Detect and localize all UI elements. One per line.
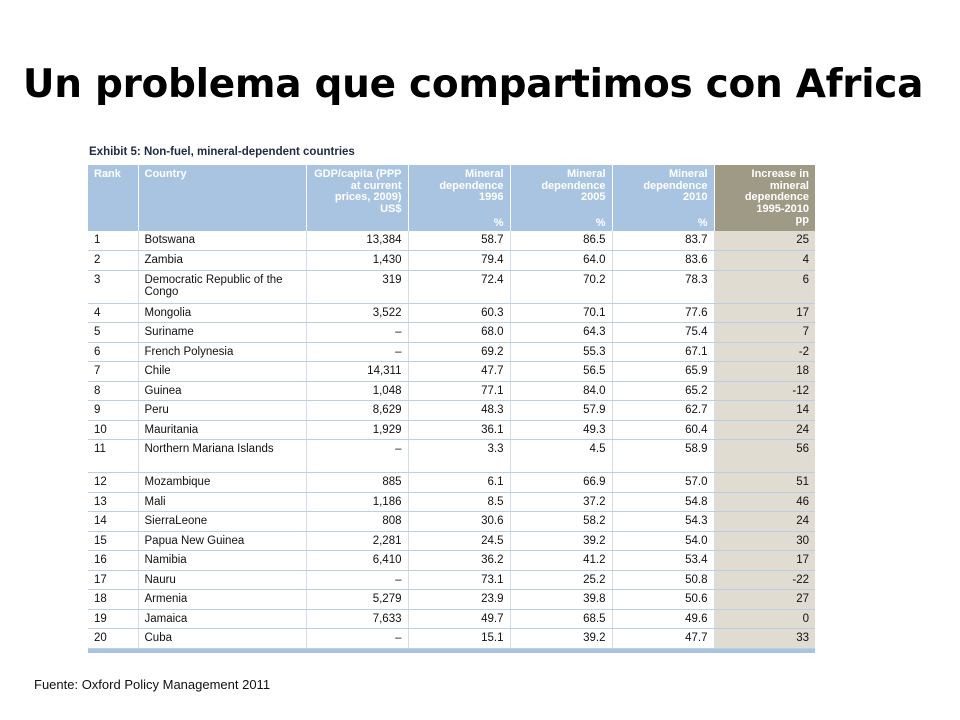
cell-country: Suriname [138, 323, 306, 343]
exhibit-title: Exhibit 5: Non-fuel, mineral-dependent countries [89, 146, 355, 158]
table-row [88, 362, 815, 382]
cell-dependence-2005: 39.8 [510, 590, 612, 610]
table-row [88, 342, 815, 362]
cell-rank: 6 [88, 342, 138, 362]
cell-dependence-1996: 72.4 [408, 270, 510, 303]
table-row [88, 381, 815, 401]
table-header-row [88, 165, 815, 231]
cell-dependence-1996: 15.1 [408, 629, 510, 649]
cell-gdp: 8,629 [306, 401, 408, 421]
cell-country: Chile [138, 362, 306, 382]
cell-rank: 19 [88, 609, 138, 629]
cell-country: Armenia [138, 590, 306, 610]
header-gdp-capita: GDP/capita (PPP at current prices, 2009) US$ [306, 165, 408, 231]
cell-dependence-1996: 36.2 [408, 551, 510, 571]
cell-dependence-2010: 54.8 [612, 492, 714, 512]
cell-country: Jamaica [138, 609, 306, 629]
cell-dependence-2010: 67.1 [612, 342, 714, 362]
cell-gdp: 1,048 [306, 381, 408, 401]
cell-gdp: 6,410 [306, 551, 408, 571]
cell-rank: 20 [88, 629, 138, 649]
table-row [88, 270, 815, 303]
table-row [88, 512, 815, 532]
data-table-container [88, 165, 815, 653]
cell-gdp: 1,929 [306, 420, 408, 440]
cell-dependence-2005: 25.2 [510, 570, 612, 590]
source-note: Fuente: Oxford Policy Management 2011 [34, 677, 271, 692]
table-row [88, 303, 815, 323]
cell-increase: -2 [714, 342, 815, 362]
cell-dependence-2010: 83.7 [612, 231, 714, 251]
cell-gdp: – [306, 570, 408, 590]
cell-dependence-2010: 65.9 [612, 362, 714, 382]
cell-gdp: – [306, 342, 408, 362]
cell-gdp: 885 [306, 473, 408, 493]
cell-increase: 4 [714, 251, 815, 271]
cell-rank: 2 [88, 251, 138, 271]
cell-dependence-1996: 48.3 [408, 401, 510, 421]
cell-country: Mozambique [138, 473, 306, 493]
cell-rank: 8 [88, 381, 138, 401]
table-row [88, 420, 815, 440]
cell-dependence-1996: 58.7 [408, 231, 510, 251]
cell-dependence-1996: 30.6 [408, 512, 510, 532]
cell-gdp: 319 [306, 270, 408, 303]
cell-dependence-2005: 68.5 [510, 609, 612, 629]
header-dependence-2005: Mineral dependence 2005 % [510, 165, 612, 231]
cell-gdp: 1,186 [306, 492, 408, 512]
cell-increase: 27 [714, 590, 815, 610]
cell-dependence-2005: 37.2 [510, 492, 612, 512]
cell-dependence-2010: 53.4 [612, 551, 714, 571]
cell-country: Cuba [138, 629, 306, 649]
cell-dependence-1996: 24.5 [408, 531, 510, 551]
cell-dependence-1996: 68.0 [408, 323, 510, 343]
cell-dependence-2010: 83.6 [612, 251, 714, 271]
cell-dependence-2010: 60.4 [612, 420, 714, 440]
slide-title: Un problema que compartimos con Africa [22, 62, 924, 107]
cell-rank: 13 [88, 492, 138, 512]
cell-dependence-2005: 49.3 [510, 420, 612, 440]
cell-dependence-1996: 79.4 [408, 251, 510, 271]
table-row [88, 609, 815, 629]
cell-country: Papua New Guinea [138, 531, 306, 551]
cell-gdp: 13,384 [306, 231, 408, 251]
cell-increase: 17 [714, 303, 815, 323]
cell-country: Democratic Republic of the Congo [138, 270, 306, 303]
cell-increase: -22 [714, 570, 815, 590]
cell-dependence-2010: 65.2 [612, 381, 714, 401]
header-country: Country [138, 165, 306, 231]
cell-rank: 3 [88, 270, 138, 303]
table-row [88, 323, 815, 343]
cell-dependence-2010: 78.3 [612, 270, 714, 303]
table-row [88, 551, 815, 571]
cell-rank: 12 [88, 473, 138, 493]
cell-gdp: 7,633 [306, 609, 408, 629]
cell-country: Mauritania [138, 420, 306, 440]
cell-country: Botswana [138, 231, 306, 251]
cell-dependence-2010: 50.6 [612, 590, 714, 610]
cell-rank: 5 [88, 323, 138, 343]
cell-gdp: – [306, 440, 408, 473]
cell-dependence-2010: 77.6 [612, 303, 714, 323]
cell-rank: 1 [88, 231, 138, 251]
cell-country: Mali [138, 492, 306, 512]
cell-dependence-1996: 69.2 [408, 342, 510, 362]
cell-gdp: 808 [306, 512, 408, 532]
cell-country: French Polynesia [138, 342, 306, 362]
mineral-dependence-table [88, 165, 815, 649]
cell-dependence-2005: 55.3 [510, 342, 612, 362]
cell-rank: 14 [88, 512, 138, 532]
cell-increase: 0 [714, 609, 815, 629]
cell-increase: 18 [714, 362, 815, 382]
cell-country: Guinea [138, 381, 306, 401]
cell-rank: 10 [88, 420, 138, 440]
cell-dependence-2010: 54.3 [612, 512, 714, 532]
cell-dependence-2005: 41.2 [510, 551, 612, 571]
cell-rank: 9 [88, 401, 138, 421]
cell-increase: 17 [714, 551, 815, 571]
table-row [88, 440, 815, 473]
cell-increase: 6 [714, 270, 815, 303]
cell-dependence-2005: 56.5 [510, 362, 612, 382]
cell-dependence-2010: 50.8 [612, 570, 714, 590]
cell-rank: 7 [88, 362, 138, 382]
cell-dependence-1996: 60.3 [408, 303, 510, 323]
cell-gdp: 5,279 [306, 590, 408, 610]
cell-dependence-2005: 70.1 [510, 303, 612, 323]
header-rank: Rank [88, 165, 138, 231]
cell-increase: 24 [714, 420, 815, 440]
cell-increase: 30 [714, 531, 815, 551]
cell-dependence-2005: 57.9 [510, 401, 612, 421]
cell-increase: 24 [714, 512, 815, 532]
cell-increase: -12 [714, 381, 815, 401]
cell-dependence-2010: 58.9 [612, 440, 714, 473]
cell-gdp: – [306, 323, 408, 343]
cell-dependence-1996: 3.3 [408, 440, 510, 473]
cell-rank: 11 [88, 440, 138, 473]
cell-dependence-1996: 23.9 [408, 590, 510, 610]
cell-country: Mongolia [138, 303, 306, 323]
cell-dependence-1996: 8.5 [408, 492, 510, 512]
cell-dependence-2005: 84.0 [510, 381, 612, 401]
header-dependence-1996: Mineral dependence 1996 % [408, 165, 510, 231]
cell-dependence-1996: 77.1 [408, 381, 510, 401]
table-row [88, 629, 815, 649]
cell-dependence-2005: 39.2 [510, 629, 612, 649]
table-row [88, 401, 815, 421]
cell-gdp: 2,281 [306, 531, 408, 551]
table-row [88, 492, 815, 512]
cell-increase: 25 [714, 231, 815, 251]
cell-dependence-2010: 57.0 [612, 473, 714, 493]
cell-rank: 17 [88, 570, 138, 590]
header-dependence-2010: Mineral dependence 2010 % [612, 165, 714, 231]
cell-dependence-1996: 6.1 [408, 473, 510, 493]
cell-dependence-1996: 49.7 [408, 609, 510, 629]
cell-dependence-2005: 66.9 [510, 473, 612, 493]
cell-dependence-2010: 75.4 [612, 323, 714, 343]
cell-dependence-2005: 39.2 [510, 531, 612, 551]
table-row [88, 473, 815, 493]
cell-dependence-2010: 62.7 [612, 401, 714, 421]
cell-gdp: 3,522 [306, 303, 408, 323]
table-row [88, 531, 815, 551]
cell-increase: 46 [714, 492, 815, 512]
table-row [88, 590, 815, 610]
cell-dependence-2005: 64.0 [510, 251, 612, 271]
cell-country: Northern Mariana Islands [138, 440, 306, 473]
cell-rank: 16 [88, 551, 138, 571]
cell-country: Nauru [138, 570, 306, 590]
cell-increase: 33 [714, 629, 815, 649]
cell-dependence-2005: 86.5 [510, 231, 612, 251]
cell-country: Namibia [138, 551, 306, 571]
cell-dependence-2005: 4.5 [510, 440, 612, 473]
table-row [88, 570, 815, 590]
cell-gdp: 14,311 [306, 362, 408, 382]
table-row [88, 251, 815, 271]
header-increase: Increase in mineral dependence 1995-2010 pp [714, 165, 815, 231]
cell-dependence-2010: 49.6 [612, 609, 714, 629]
cell-gdp: 1,430 [306, 251, 408, 271]
cell-increase: 51 [714, 473, 815, 493]
cell-dependence-2005: 58.2 [510, 512, 612, 532]
cell-increase: 7 [714, 323, 815, 343]
cell-rank: 18 [88, 590, 138, 610]
cell-country: Peru [138, 401, 306, 421]
cell-dependence-2010: 54.0 [612, 531, 714, 551]
cell-rank: 4 [88, 303, 138, 323]
cell-country: SierraLeone [138, 512, 306, 532]
cell-gdp: – [306, 629, 408, 649]
cell-country: Zambia [138, 251, 306, 271]
cell-dependence-2010: 47.7 [612, 629, 714, 649]
cell-rank: 15 [88, 531, 138, 551]
table-row [88, 231, 815, 251]
cell-dependence-2005: 64.3 [510, 323, 612, 343]
cell-dependence-2005: 70.2 [510, 270, 612, 303]
cell-increase: 56 [714, 440, 815, 473]
cell-increase: 14 [714, 401, 815, 421]
table-body [88, 231, 815, 648]
cell-dependence-1996: 36.1 [408, 420, 510, 440]
cell-dependence-1996: 47.7 [408, 362, 510, 382]
cell-dependence-1996: 73.1 [408, 570, 510, 590]
